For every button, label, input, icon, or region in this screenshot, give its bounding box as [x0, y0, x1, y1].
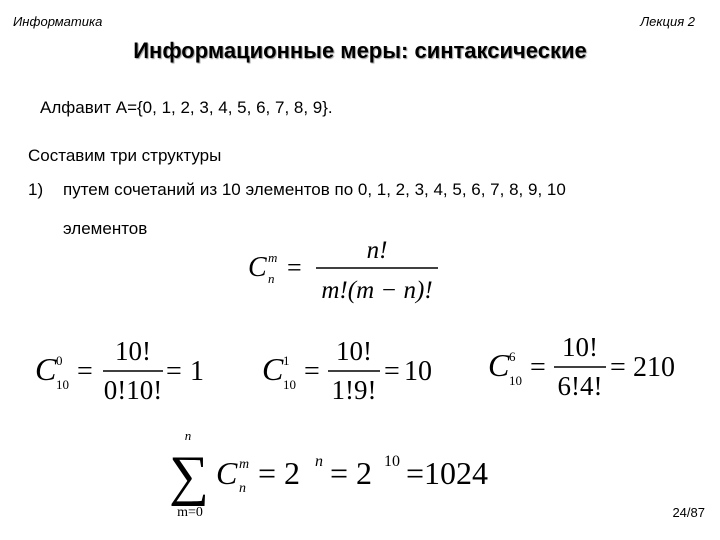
- fraction-denominator: m!(m − n)!: [321, 277, 433, 304]
- combination-subscript: n: [268, 271, 275, 286]
- equals-sign: =: [287, 253, 302, 282]
- sigma-symbol: ∑: [169, 445, 209, 507]
- combination-superscript: 0: [56, 353, 63, 368]
- result-value: 1: [190, 356, 204, 387]
- formula-general: [248, 237, 438, 304]
- combination-superscript: 1: [283, 353, 290, 368]
- intro-text: Составим три структуры: [28, 146, 222, 165]
- combination-superscript: m: [239, 457, 250, 472]
- fraction-numerator: n!: [366, 237, 388, 264]
- combination-subscript: 10: [283, 377, 296, 392]
- slide-title: Информационные меры: синтаксические: [133, 38, 587, 63]
- formula-example-3: [488, 332, 675, 401]
- combination-symbol: C: [262, 351, 284, 387]
- fraction-denominator: 6!4!: [557, 371, 603, 401]
- equals-sign: =: [530, 352, 546, 383]
- sum-lower-limit: m=0: [177, 505, 203, 520]
- combination-subscript: 10: [56, 377, 69, 392]
- page-number: 24/87: [672, 505, 705, 520]
- equals-sign: =: [166, 356, 182, 387]
- list-item-number: 1): [28, 180, 44, 199]
- fraction-numerator: 10!: [336, 336, 372, 366]
- lecture-label: Лекция 2: [640, 14, 695, 29]
- fraction-denominator: 1!9!: [331, 375, 377, 405]
- equals-sign: =: [304, 356, 320, 387]
- power-base-2: = 2: [330, 455, 373, 491]
- fraction-numerator: 10!: [562, 332, 598, 362]
- fraction-denominator: 0!10!: [103, 375, 163, 405]
- equals-sign: =: [384, 356, 400, 387]
- sum-upper-limit: n: [184, 428, 192, 443]
- course-name: Информатика: [13, 14, 103, 29]
- result-value: 10: [404, 356, 432, 387]
- formula-example-1: [35, 336, 204, 405]
- combination-symbol: C: [35, 351, 57, 387]
- power-base-1: = 2: [258, 455, 301, 491]
- equals-sign: =: [610, 352, 626, 383]
- result-value: 210: [633, 352, 675, 383]
- combination-superscript: 6: [509, 349, 516, 364]
- combination-subscript: 10: [509, 373, 522, 388]
- power-exponent-2: 10: [384, 453, 400, 470]
- combination-subscript: n: [239, 481, 246, 496]
- list-item-1-continuation: элементов: [63, 219, 148, 238]
- equals-sign: =: [77, 356, 93, 387]
- combination-symbol: C: [488, 347, 510, 383]
- fraction-numerator: 10!: [115, 336, 151, 366]
- combination-symbol: C: [216, 455, 238, 491]
- formula-sum: [169, 428, 488, 520]
- combination-symbol: C: [248, 252, 267, 283]
- sum-result: =1024: [406, 455, 489, 491]
- power-exponent-1: n: [315, 453, 323, 470]
- list-item-text: путем сочетаний из 10 элементов по 0, 1, 2, 3, 4, 5, 6, 7, 8, 9, 10: [63, 180, 566, 199]
- alphabet-definition: Алфавит A={0, 1, 2, 3, 4, 5, 6, 7, 8, 9}.: [40, 98, 333, 117]
- combination-superscript: m: [268, 250, 278, 265]
- formula-example-2: [262, 336, 432, 405]
